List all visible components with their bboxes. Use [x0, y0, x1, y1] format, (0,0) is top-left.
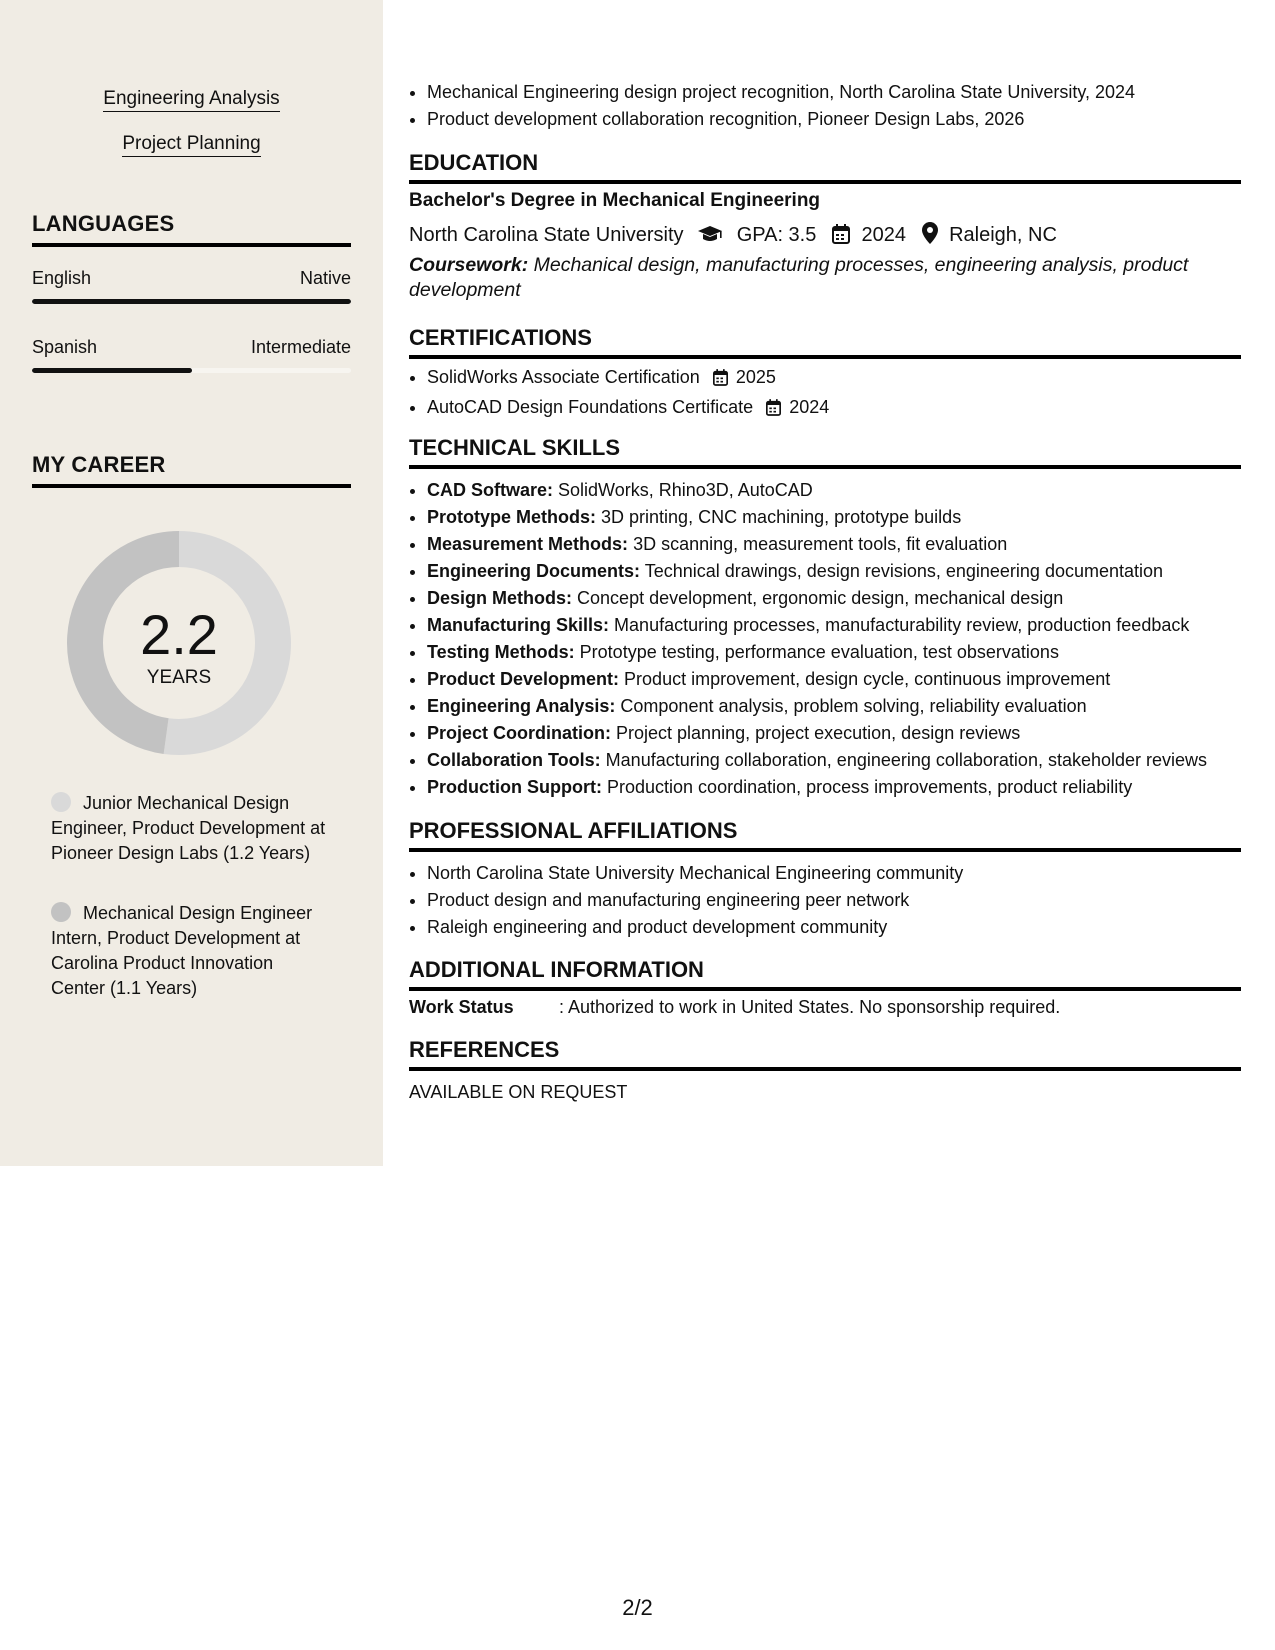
skill-label: Testing Methods:	[427, 642, 575, 662]
list-item	[427, 364, 1267, 394]
skill-value: Component analysis, problem solving, reliability evaluation	[620, 696, 1087, 716]
skill-value: Prototype testing, performance evaluation, test observations	[579, 642, 1059, 662]
language-level: Intermediate	[250, 337, 351, 357]
skill-label: Collaboration Tools:	[427, 750, 601, 770]
list-item: • North Carolina State University Mechanical Engineering community	[427, 860, 1267, 887]
affiliations-heading: PROFESSIONAL AFFILIATIONS	[409, 818, 1241, 852]
list-item: • Mechanical Engineering design project recognition, North Carolina State University, 2024	[427, 79, 1267, 106]
cert-name: SolidWorks Associate Certification	[427, 367, 700, 387]
skill-value: 3D scanning, measurement tools, fit evaluation	[633, 534, 1008, 554]
skill-item	[427, 531, 1267, 558]
languages-heading: LANGUAGES	[32, 211, 351, 247]
skill-item	[427, 747, 1267, 774]
career-item	[51, 901, 331, 1001]
school-name: North Carolina State University	[409, 224, 684, 246]
language-level: Native	[299, 268, 351, 288]
skill-value: Technical drawings, design revisions, engineering documentation	[644, 561, 1164, 581]
career-legend-dot	[51, 792, 71, 812]
skill-label: Manufacturing Skills:	[427, 615, 610, 635]
skill-project-planning: Project Planning	[0, 133, 383, 155]
skill-label: Measurement Methods:	[427, 534, 629, 554]
technical-skills-list	[409, 477, 1267, 801]
skill-value: Production coordination, process improvements, product reliability	[607, 777, 1133, 797]
skill-label: Engineering Analysis:	[427, 696, 616, 716]
cert-year: 2025	[735, 367, 776, 387]
language-row	[32, 268, 351, 289]
skill-label: Engineering Documents:	[427, 561, 641, 581]
language-name: Spanish	[32, 337, 98, 357]
work-status-label: Work Status	[409, 997, 514, 1017]
graduation-year: 2024	[861, 224, 906, 246]
career-item-text: Junior Mechanical Design Engineer, Product Development at Pioneer Design Labs (1.2 Years)	[51, 793, 326, 863]
skill-item	[427, 477, 1267, 504]
coursework-label: Coursework:	[409, 254, 529, 276]
skill-item	[427, 666, 1267, 693]
career-donut-chart	[59, 523, 299, 763]
list-item: • Raleigh engineering and product development community	[427, 914, 1267, 941]
skill-value: Manufacturing processes, manufacturability review, production feedback	[614, 615, 1190, 635]
page-number: 2/2	[622, 1595, 653, 1620]
skill-value: Product improvement, design cycle, continuous improvement	[624, 669, 1111, 689]
work-status-row	[409, 997, 1060, 1018]
certifications-heading: CERTIFICATIONS	[409, 325, 1241, 359]
list-item: • Product design and manufacturing engineering peer network	[427, 887, 1267, 914]
skill-value: Concept development, ergonomic design, mechanical design	[577, 588, 1064, 608]
career-unit: YEARS	[146, 667, 212, 688]
certifications-list	[409, 364, 1267, 424]
skill-item	[427, 504, 1267, 531]
gpa: GPA: 3.5	[736, 224, 817, 246]
skill-value: SolidWorks, Rhino3D, AutoCAD	[558, 480, 813, 500]
skill-label: Prototype Methods:	[427, 507, 596, 527]
references-text: AVAILABLE ON REQUEST	[409, 1082, 628, 1102]
proficiency-fill	[32, 299, 351, 304]
skill-engineering-analysis: Engineering Analysis	[0, 88, 383, 110]
skill-value: Project planning, project execution, design reviews	[616, 723, 1021, 743]
skill-label: Design Methods:	[427, 588, 573, 608]
proficiency-fill	[32, 368, 192, 373]
skill-item	[427, 774, 1267, 801]
skill-value: 3D printing, CNC machining, prototype builds	[601, 507, 962, 527]
references-heading: REFERENCES	[409, 1037, 1241, 1071]
language-name: English	[32, 268, 92, 288]
career-heading: MY CAREER	[32, 452, 351, 488]
education-meta	[409, 222, 1057, 250]
skill-value: Manufacturing collaboration, engineering collaboration, stakeholder reviews	[605, 750, 1208, 770]
language-proficiency-bar	[32, 299, 351, 304]
language-proficiency-bar	[32, 368, 351, 373]
cert-year: 2024	[789, 397, 830, 417]
graduation-cap-icon	[697, 224, 723, 250]
skill-label: Project Coordination:	[427, 723, 611, 743]
awards-list	[409, 79, 1267, 133]
career-item-text: Mechanical Design Engineer Intern, Product Development at Carolina Product Innovation Center (1.1 Years)	[51, 903, 313, 998]
calendar-icon	[766, 397, 781, 424]
skill-label: Product Development:	[427, 669, 620, 689]
career-total: 2.2	[140, 603, 218, 666]
technical-skills-heading: TECHNICAL SKILLS	[409, 435, 1241, 469]
list-item: • Product development collaboration recognition, Pioneer Design Labs, 2026	[427, 106, 1267, 133]
career-legend-dot	[51, 902, 71, 922]
skill-item	[427, 558, 1267, 585]
additional-info-heading: ADDITIONAL INFORMATION	[409, 957, 1241, 991]
skill-item	[427, 639, 1267, 666]
work-status-value: : Authorized to work in United States. No sponsorship required.	[559, 997, 1061, 1017]
career-item	[51, 791, 331, 866]
language-row	[32, 337, 351, 358]
list-item	[427, 394, 1267, 424]
skill-item	[427, 693, 1267, 720]
cert-name: AutoCAD Design Foundations Certificate	[427, 397, 754, 417]
skill-item	[427, 720, 1267, 747]
skill-item	[427, 585, 1267, 612]
affiliations-list	[409, 860, 1267, 941]
degree-title: Bachelor's Degree in Mechanical Engineering	[409, 190, 821, 211]
education-heading: EDUCATION	[409, 150, 1241, 184]
coursework	[409, 253, 1239, 303]
skill-item	[427, 612, 1267, 639]
calendar-icon	[832, 224, 850, 250]
location: Raleigh, NC	[949, 224, 1057, 246]
calendar-icon	[713, 367, 728, 394]
skill-label: Production Support:	[427, 777, 602, 797]
sidebar	[0, 0, 383, 1166]
coursework-text: Mechanical design, manufacturing processes, engineering analysis, product development	[409, 254, 1189, 301]
skill-label: CAD Software:	[427, 480, 554, 500]
map-pin-icon	[922, 222, 938, 250]
